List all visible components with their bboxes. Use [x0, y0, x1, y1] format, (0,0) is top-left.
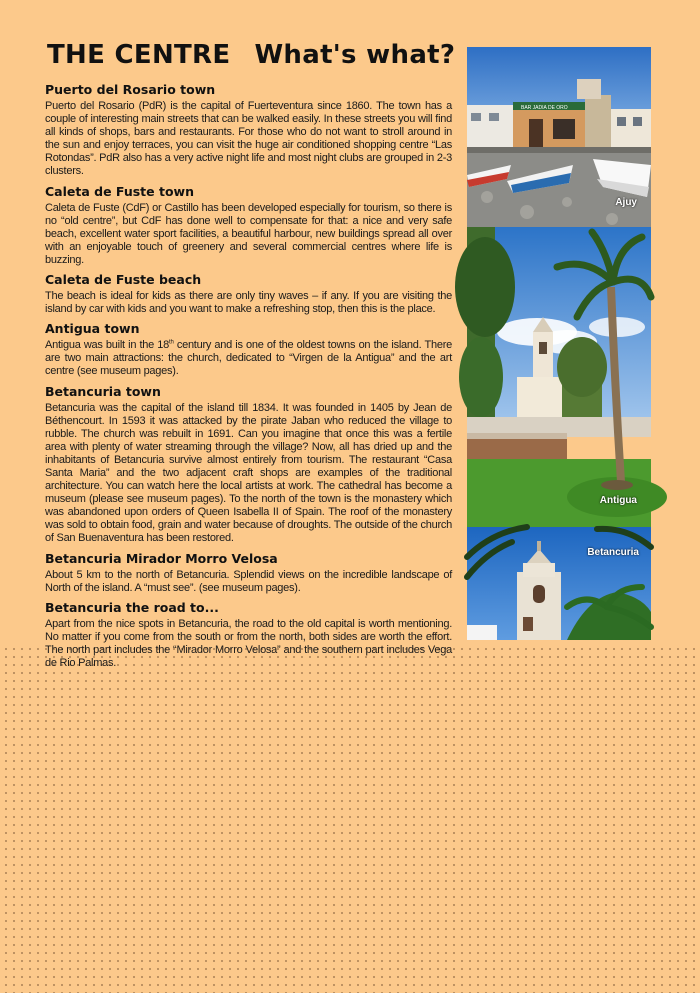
- photo-caption-ajuy: Ajuy: [615, 197, 637, 208]
- section-text: Caleta de Fuste (CdF) or Castillo has been developed especially for tourism, so there is no “old centre”, but CdF has done well to compensate for that: a nice and very safe beach, excellent water sport facilities, a beautiful harbour, new buildings spread all over with an enjoyable touch of greenery and several commercial centres where life is buzzing.: [45, 201, 452, 266]
- section-heading: Betancuria the road to...: [45, 599, 219, 615]
- section-heading: Betancuria Mirador Morro Velosa: [45, 550, 278, 566]
- text-part: century and is one of the oldest towns on the island. There are two main attractions: the church, dedicated to “Virgen de la Antigua” and the art centre (see museum pages).: [45, 339, 453, 378]
- section-antigua-town: [45, 321, 452, 378]
- section-heading: Antigua town: [45, 321, 140, 337]
- section-heading: Puerto del Rosario town: [45, 82, 216, 97]
- article-body: [45, 82, 453, 669]
- section-text: Betancuria was the capital of the island till 1834. It was founded in 1405 by Jean de Béthencourt. In 1593 it was attacked by the pirate Jaban who reduced the village to rubble. The church was rebuilt in 1691. Can you imagine that once this was a fertile area with plenty of water streaming through the village? Now, all has dried up and the inhabitants of Betancuria survive almost entirely from tourism. The restaurant “Casa Santa Maria” and the two adjacent craft shops are examples of the traditional architecture. You can watch here the local artists at work. The cathedral has become a museum (please see museum pages). To the north of the town is the monastery which was abandoned upon orders of Queen Isabella II of Spain. The roof of the monastery was sold to obtain food, grain and water because of droughts. The outside of the church of San Buenaventura has been restored.: [45, 401, 452, 545]
- section-text: Apart from the nice spots in Betancuria, the road to the old capital is worth mentioning. No matter if you come from the south or from the north, both sides are worth the effort. The north part includes the “Mirador Morro Velosa” and the southern part includes Vega de Rio Palmas.: [45, 617, 452, 669]
- photo-caption-betancuria: Betancuria: [587, 547, 639, 558]
- section-text: About 5 km to the north of Betancuria. Splendid views on the incredible landscape of North of the island. A “must see”. (see museum pages).: [45, 568, 452, 594]
- section-heading: Caleta de Fuste beach: [45, 272, 202, 288]
- section-puerto-del-rosario: [45, 82, 452, 179]
- section-heading: Caleta de Fuste town: [45, 183, 194, 199]
- antigua-illustration: [467, 227, 651, 527]
- section-betancuria-town: [45, 384, 452, 546]
- bar-sign-text: BAR JADIA DE ORO: [521, 105, 568, 111]
- section-text: The beach is ideal for kids as there are only tiny waves – if any. If you are visiting the island by car with kids and you want to make a refreshing stop, then this is the place.: [45, 290, 452, 316]
- photo-ajuy: [467, 47, 651, 227]
- section-mirador-morro-velosa: [45, 551, 452, 595]
- section-text: Puerto del Rosario (PdR) is the capital of Fuerteventura since 1860. The town has a couple of interesting main streets that can be walked easily. In these streets you will find all kinds of shops, bars and restaurants. For those who do not want to stroll around in the sun and enjoy terraces, you can visit the huge air conditioned shopping centre “Las Rotondas”. PdR also has a very active night life and most night clubs are grouped in 2-3 clusters.: [45, 100, 452, 178]
- photo-betancuria: [467, 527, 651, 640]
- section-text: [45, 339, 452, 378]
- photo-antigua: [467, 227, 651, 527]
- text-part: Antigua was built in the 18: [45, 339, 170, 352]
- page-title: [47, 40, 455, 70]
- section-road-to-betancuria: [45, 600, 452, 670]
- photo-caption-antigua: Antigua: [599, 495, 637, 506]
- title-whats-what: What's what?: [254, 40, 456, 70]
- section-caleta-de-fuste-town: [45, 184, 452, 267]
- dotted-background: [0, 642, 700, 993]
- title-centre: THE CENTRE: [47, 40, 231, 70]
- betancuria-illustration: [467, 527, 651, 640]
- superscript: th: [169, 339, 174, 346]
- photo-strip: [467, 47, 651, 640]
- section-heading: Betancuria town: [45, 383, 161, 399]
- section-caleta-de-fuste-beach: [45, 272, 452, 316]
